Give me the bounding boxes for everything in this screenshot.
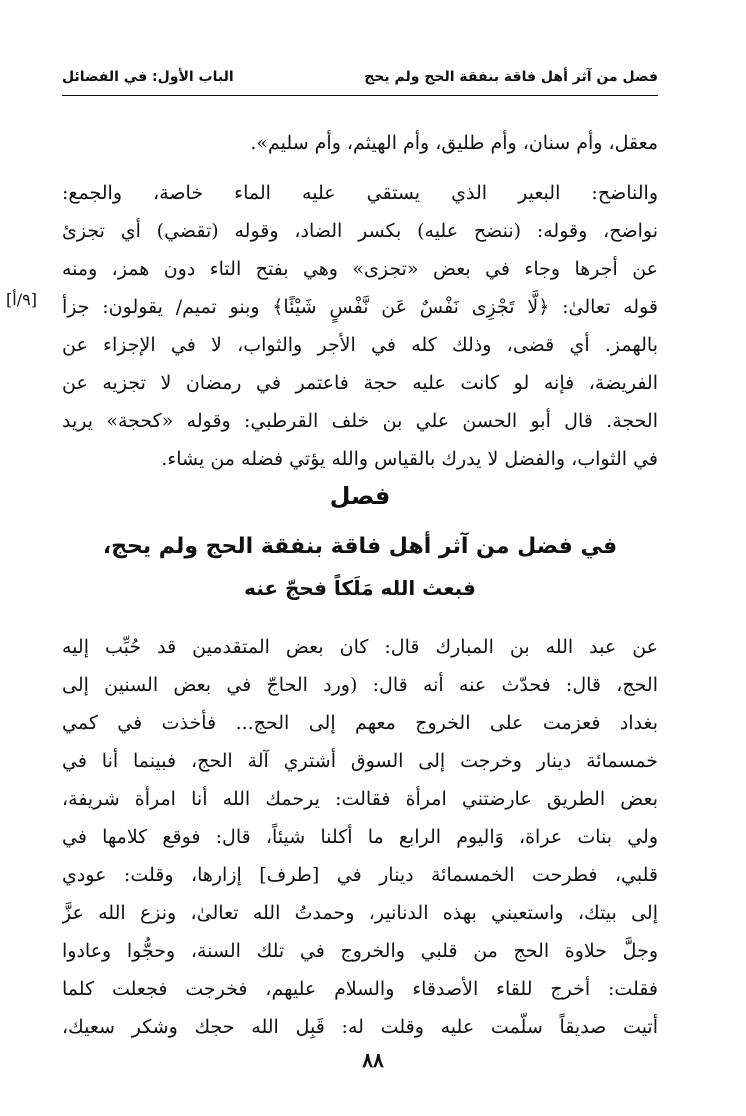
- text-line: نواضح، وقوله: (ننضح عليه) بكسر الضاد، وقوله (تقضي) أي تجزئ: [62, 220, 658, 242]
- text-line: إلى بيتك، واستعيني بهذه الدنانير، وحمدتُ الله تعالىٰ، ونزع الله عزَّ: [62, 902, 658, 924]
- text-line: بعض الطريق عارضتني امرأة فقالت: يرحمك الله أنا امرأة شريفة،: [62, 788, 658, 810]
- text-line: والناضح: البعير الذي يستقي عليه الماء خاصة، والجمع:: [62, 182, 658, 204]
- text-line: معقل، وأم سنان، وأم طليق، وأم الهيثم، وأم سليم».: [250, 132, 658, 154]
- paragraph-definitions: [62, 174, 658, 478]
- text-line: بغداد فعزمت على الخروج معهم إلى الحج... فأخذت في كمي: [62, 712, 658, 734]
- text-line-quran-verse: قوله تعالىٰ: ﴿لَّا تَجْزِى نَفْسٌ عَن نَّفْسٍ شَيْئًا﴾ وبنو تميم/ يقولون: جزأ: [62, 296, 658, 318]
- section-subtitle-line-2: فبعث الله مَلَكاً فحجّ عنه: [244, 576, 476, 600]
- text-line: الحجة. قال أبو الحسن علي بن خلف القرطبي: وقوله «كحجة» يريد: [62, 410, 658, 432]
- running-header-chapter-title: فضل من آثر أهل فاقة بنفقة الحج ولم يحج: [364, 69, 658, 85]
- text-line: أتيت صديقاً سلّمت عليه وقلت له: قَبِل الله حجك وشكر سعيك،: [62, 1016, 658, 1038]
- text-line: الحج، قال: فحدّث عنه أنه قال: (ورد الحاجّ في بعض السنين إلى: [62, 674, 658, 696]
- text-line: خمسمائة دينار وخرجت إلى السوق أشتري آلة الحج، فبينما أنا في: [62, 750, 658, 772]
- paragraph-continuation: [62, 124, 658, 162]
- text-line: بالهمز. أي قضى، وذلك كله في الأجر والثواب، لا في الإجزاء عن: [62, 334, 658, 356]
- manuscript-folio-note: [٩/أ]: [6, 290, 37, 309]
- page-number: ٨٨: [362, 1048, 384, 1072]
- running-header: [62, 64, 658, 90]
- text-line: ولي بنات عراة، وَاليوم الرابع ما أكلنا شيئاً، قال: فوقع كلامها في: [62, 826, 658, 848]
- paragraph-narration: [62, 628, 658, 1046]
- text-line: فقلت: أخرج للقاء الأصدقاء والسلام عليهم، فخرجت فجعلت كلما: [62, 978, 658, 1000]
- text-line: قلبي، فطرحت الخمسمائة دينار في [طرف] إزارها، وقلت: عودي: [62, 864, 658, 886]
- running-header-section-label: الباب الأول: في الفضائل: [62, 69, 234, 85]
- text-line: في الثواب، والفضل لا يدرك بالقياس والله يؤتي فضله من يشاء.: [161, 448, 658, 470]
- header-divider: [62, 95, 658, 96]
- text-line: عن أجرها وجاء في بعض «تجزى» وهي بفتح التاء دون همز، ومنه: [62, 258, 658, 280]
- text-line: الفريضة، فإنه لو كانت عليه حجة فاعتمر في رمضان لا تجزيه عن: [62, 372, 658, 394]
- text-line: عن عبد الله بن المبارك قال: كان بعض المتقدمين قد حُبِّب إليه: [62, 636, 658, 658]
- text-line: وجلَّ حلاوة الحج من قلبي والخروج في تلك السنة، وحجُّوا وعادوا: [62, 940, 658, 962]
- section-subtitle-line-1: في فضل من آثر أهل فاقة بنفقة الحج ولم يحج،: [102, 534, 618, 559]
- section-heading: فصل: [329, 482, 391, 510]
